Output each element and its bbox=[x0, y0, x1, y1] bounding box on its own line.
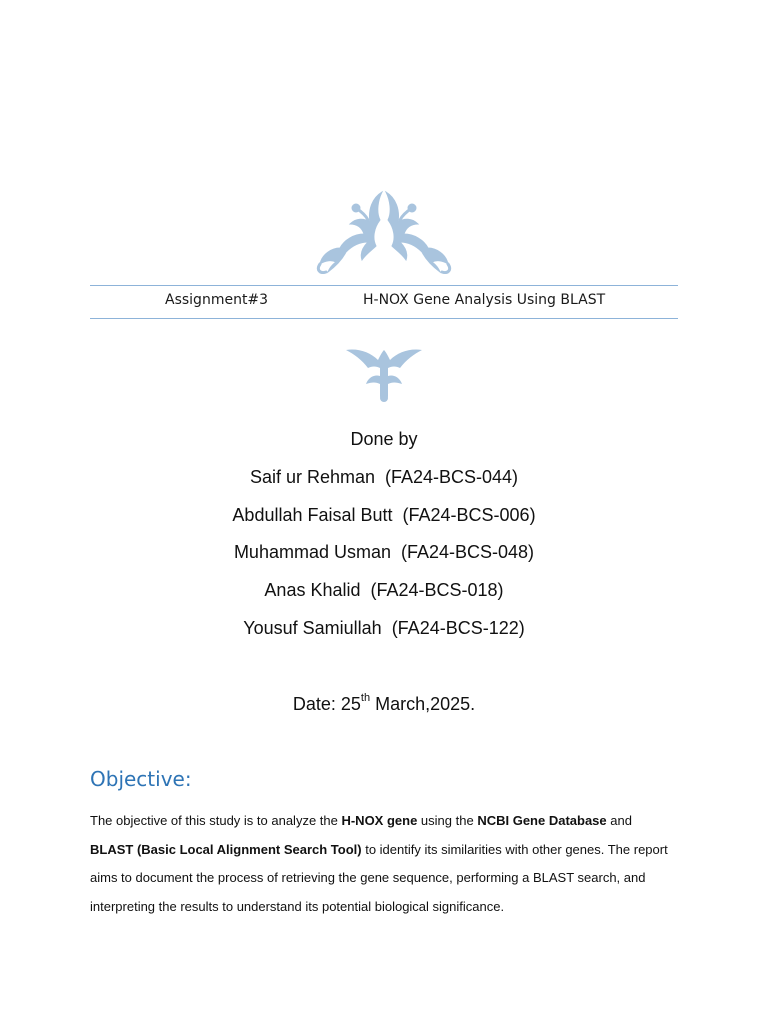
document-title: H-NOX Gene Analysis Using BLAST bbox=[363, 292, 606, 308]
assignment-label: Assignment#3 bbox=[165, 292, 269, 308]
objective-text: to identify its similarities with other genes. The report aims to document the process of retrieving the gene sequence, performing a BLAST search, and interpreting the results to understand its potential biological significance. bbox=[90, 841, 668, 914]
author-id: (FA24-BCS-048) bbox=[401, 542, 535, 562]
objective-text: The objective of this study is to analyze the bbox=[90, 813, 342, 828]
author-id: (FA24-BCS-122) bbox=[391, 618, 525, 638]
objective-paragraph bbox=[90, 807, 678, 921]
objective-text: and bbox=[606, 813, 632, 828]
objective-emphasis-tool: BLAST (Basic Local Alignment Search Tool) bbox=[90, 841, 362, 857]
author-name: Yousuf Samiullah bbox=[243, 618, 382, 638]
author-line bbox=[0, 467, 768, 488]
date-rest: March,2025. bbox=[370, 694, 476, 714]
author-line bbox=[0, 505, 768, 526]
author-id: (FA24-BCS-018) bbox=[370, 580, 504, 600]
author-id: (FA24-BCS-006) bbox=[402, 505, 536, 525]
author-line bbox=[0, 618, 768, 639]
header-rule-top bbox=[90, 285, 678, 286]
author-id: (FA24-BCS-044) bbox=[385, 467, 519, 487]
objective-heading: Objective: bbox=[90, 767, 192, 791]
author-line bbox=[0, 542, 768, 563]
author-line bbox=[0, 580, 768, 601]
floral-ornament-mid-icon bbox=[344, 346, 424, 402]
objective-emphasis-gene: H-NOX gene bbox=[341, 813, 418, 828]
done-by-label: Done by bbox=[350, 429, 418, 449]
header-rule-bottom bbox=[90, 318, 678, 319]
author-name: Abdullah Faisal Butt bbox=[232, 505, 393, 525]
author-name: Saif ur Rehman bbox=[249, 467, 375, 487]
author-name: Muhammad Usman bbox=[233, 542, 391, 562]
date-ordinal-suffix: th bbox=[360, 692, 371, 704]
objective-text: using the bbox=[417, 813, 478, 828]
date-prefix: Date: 25 bbox=[292, 694, 361, 714]
date-line bbox=[0, 694, 768, 715]
floral-ornament-top-icon bbox=[310, 188, 458, 274]
author-name: Anas Khalid bbox=[264, 580, 361, 600]
objective-emphasis-database: NCBI Gene Database bbox=[477, 813, 607, 828]
